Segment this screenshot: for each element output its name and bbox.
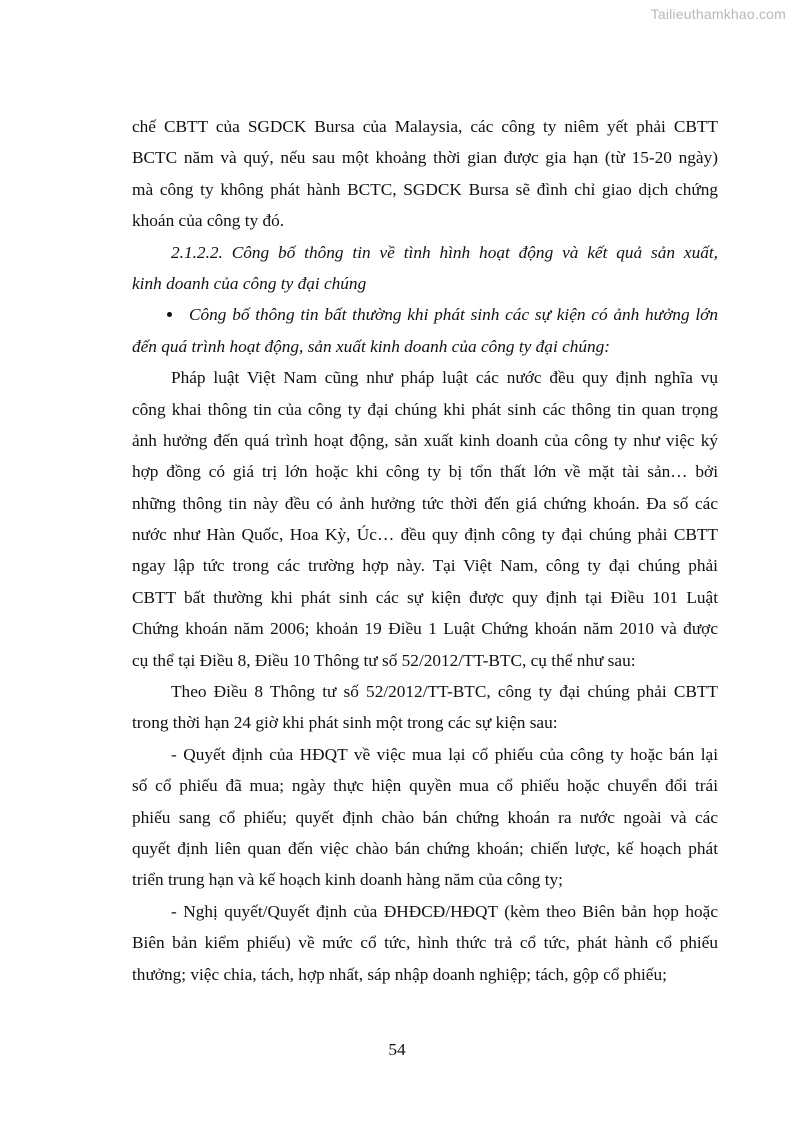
text-line: phiếu sang cổ phiếu; quyết định chào bán chứng khoán ra nước ngoài và các (132, 807, 718, 827)
text-line: ảnh hưởng đến quá trình hoạt động, sản xuất kinh doanh của công ty như việc ký (132, 430, 718, 450)
dash-item-hdqt-decision (132, 739, 718, 896)
dash-item-resolution (132, 896, 718, 990)
section-heading-2-1-2-2 (132, 237, 718, 300)
paragraph-bursa-suspension (132, 111, 718, 237)
text-line: mà công ty không phát hành BCTC, SGDCK Bursa sẽ đình chỉ giao dịch chứng (132, 179, 718, 199)
text-line: số cổ phiếu đã mua; ngày thực hiện quyền mua cổ phiếu hoặc chuyển đổi trái (132, 776, 718, 796)
text-line: triển trung hạn và kế hoạch kinh doanh hàng năm của công ty; (132, 870, 563, 890)
bullet-line: đến quá trình hoạt động, sản xuất kinh doanh của công ty đại chúng: (132, 336, 611, 356)
heading-line: kinh doanh của công ty đại chúng (132, 273, 367, 293)
text-line: BCTC năm và quý, nếu sau một khoảng thời gian được gia hạn (từ 15-20 ngày) (132, 148, 718, 168)
document-body (132, 111, 718, 990)
text-line: cụ thể tại Điều 8, Điều 10 Thông tư số 52/2012/TT-BTC, cụ thể như sau: (132, 650, 636, 670)
text-line: khoán của công ty đó. (132, 211, 285, 231)
paragraph-article-8 (132, 676, 718, 739)
text-line: CBTT bất thường khi phát sinh các sự kiện được quy định tại Điều 101 Luật (132, 587, 718, 607)
text-line: - Nghị quyết/Quyết định của ĐHĐCĐ/HĐQT (kèm theo Biên bản họp hoặc (171, 901, 718, 921)
text-line: Chứng khoán năm 2006; khoản 19 Điều 1 Luật Chứng khoán năm 2010 và được (132, 619, 718, 639)
text-line: nước như Hàn Quốc, Hoa Kỳ, Úc… đều quy định công ty đại chúng phải CBTT (132, 525, 718, 545)
page-number: 54 (388, 1040, 406, 1059)
text-line: những thông tin này đều có ảnh hưởng tức thời đến giá chứng khoán. Đa số các (132, 493, 718, 513)
paragraph-vietnam-law (132, 362, 718, 676)
text-line: hợp đồng có giá trị lớn hoặc khi công ty bị tổn thất lớn về mặt tài sản… bởi (132, 462, 718, 482)
text-line: ngay lập tức trong các trường hợp này. Tại Việt Nam, công ty đại chúng phải (132, 556, 718, 576)
text-line: Theo Điều 8 Thông tư số 52/2012/TT-BTC, công ty đại chúng phải CBTT (171, 682, 718, 702)
text-line: chế CBTT của SGDCK Bursa của Malaysia, các công ty niêm yết phải CBTT (132, 117, 718, 136)
heading-line: 2.1.2.2. Công bố thông tin về tình hình hoạt động và kết quả sản xuất, (171, 242, 718, 262)
text-line: Biên bản kiểm phiếu) về mức cổ tức, hình thức trả cổ tức, phát hành cổ phiếu (132, 933, 718, 953)
text-line: công khai thông tin của công ty đại chúng khi phát sinh các thông tin quan trọng (132, 399, 718, 419)
watermark: Tailieuthamkhao.com (650, 6, 786, 22)
bullet-dot-icon (167, 312, 172, 317)
text-line: Pháp luật Việt Nam cũng như pháp luật các nước đều quy định nghĩa vụ (171, 368, 718, 388)
text-line: - Quyết định của HĐQT về việc mua lại cổ phiếu của công ty hoặc bán lại (171, 744, 718, 764)
bullet-line (132, 299, 718, 330)
bullet-item (132, 299, 718, 362)
text-line: thưởng; việc chia, tách, hợp nhất, sáp nhập doanh nghiệp; tách, gộp cổ phiếu; (132, 964, 667, 984)
text-line: trong thời hạn 24 giờ khi phát sinh một trong các sự kiện sau: (132, 713, 558, 733)
text-line: quyết định liên quan đến việc chào bán chứng khoán; chiến lược, kế hoạch phát (132, 838, 718, 858)
bullet-text: Công bố thông tin bất thường khi phát sinh các sự kiện có ảnh hưởng lớn (189, 305, 718, 325)
